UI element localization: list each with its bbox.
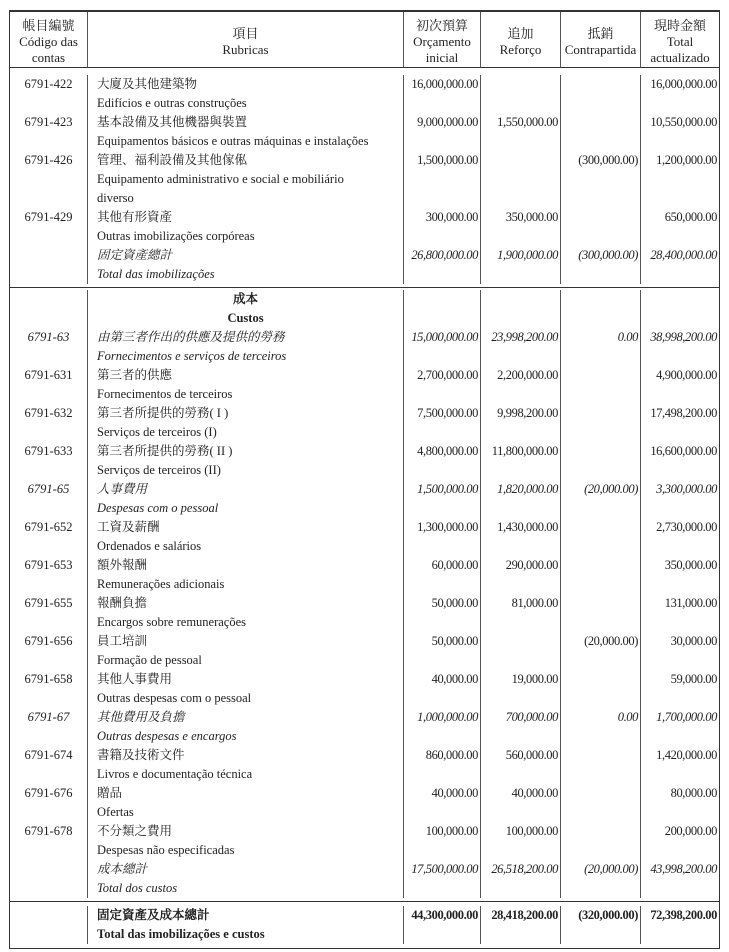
counterpart bbox=[561, 594, 641, 632]
rubric-cell bbox=[88, 113, 404, 151]
header-rubric bbox=[88, 12, 404, 67]
header-reinforcement-zh: 追加 bbox=[507, 25, 534, 41]
rubric-cell bbox=[88, 670, 404, 708]
counterpart bbox=[561, 366, 641, 404]
table-row bbox=[10, 113, 719, 151]
counterpart: (20,000.00) bbox=[561, 632, 641, 670]
rubric-cell bbox=[88, 860, 404, 898]
updated-total: 350,000.00 bbox=[664, 558, 717, 572]
initial-budget: 9,000,000.00 bbox=[404, 113, 481, 151]
updated-total: 59,000.00 bbox=[670, 672, 717, 686]
reinforcement: 19,000.00 bbox=[481, 670, 561, 708]
account-code: 6791-632 bbox=[10, 404, 88, 442]
rubric-zh: 贈品 bbox=[97, 786, 123, 800]
rubric-pt: Custos bbox=[227, 311, 264, 325]
table-row bbox=[10, 594, 719, 632]
updated-total: 80,000.00 bbox=[670, 786, 717, 800]
rubric-zh: 工資及薪酬 bbox=[97, 520, 160, 534]
rubric-zh: 額外報酬 bbox=[97, 558, 148, 572]
updated-total: 1,200,000.00 bbox=[656, 153, 717, 167]
initial-budget: 100,000.00 bbox=[404, 822, 481, 860]
account-code: 6791-422 bbox=[10, 75, 88, 113]
rubric-cell bbox=[88, 328, 404, 366]
updated-total: 3,300,000.00 bbox=[656, 482, 717, 496]
account-code: 6791-423 bbox=[10, 113, 88, 151]
reinforcement: 9,998,200.00 bbox=[481, 404, 561, 442]
rubric-pt: Formação de pessoal bbox=[97, 653, 202, 667]
account-code: 6791-674 bbox=[10, 746, 88, 784]
reinforcement: 28,418,200.00 bbox=[481, 906, 561, 944]
initial-budget: 2,700,000.00 bbox=[404, 366, 481, 404]
account-code: 6791-676 bbox=[10, 784, 88, 822]
counterpart bbox=[561, 404, 641, 442]
rubric-cell bbox=[88, 246, 404, 284]
counterpart bbox=[561, 208, 641, 246]
rubric-zh: 固定資產及成本總計 bbox=[97, 908, 210, 922]
rubric-zh: 報酬負擔 bbox=[97, 596, 148, 610]
rubric-pt: Encargos sobre remunerações bbox=[97, 615, 247, 629]
table-row bbox=[10, 632, 719, 670]
table-section bbox=[10, 902, 719, 948]
rubric-cell bbox=[88, 784, 404, 822]
updated-total: 2,730,000.00 bbox=[656, 520, 717, 534]
counterpart bbox=[561, 670, 641, 708]
initial-budget: 60,000.00 bbox=[404, 556, 481, 594]
reinforcement: 290,000.00 bbox=[481, 556, 561, 594]
rubric-cell bbox=[88, 151, 404, 208]
account-code: 6791-678 bbox=[10, 822, 88, 860]
table-row bbox=[10, 906, 719, 944]
rubric-pt: Total das imobilizações e custos bbox=[97, 927, 265, 941]
header-rubric-pt: Rubricas bbox=[222, 41, 269, 57]
updated-total: 28,400,000.00 bbox=[650, 248, 717, 262]
rubric-pt: Serviços de terceiros (II) bbox=[97, 463, 221, 477]
rubric-cell bbox=[88, 366, 404, 404]
counterpart bbox=[561, 822, 641, 860]
header-reinforcement bbox=[481, 12, 561, 67]
account-code: 6791-653 bbox=[10, 556, 88, 594]
rubric-cell bbox=[88, 75, 404, 113]
rubric-zh: 第三者所提供的勞務( I ) bbox=[97, 406, 229, 420]
reinforcement bbox=[481, 632, 561, 670]
reinforcement: 11,800,000.00 bbox=[481, 442, 561, 480]
initial-budget: 1,300,000.00 bbox=[404, 518, 481, 556]
rubric-cell bbox=[88, 404, 404, 442]
rubric-cell bbox=[88, 632, 404, 670]
counterpart bbox=[561, 442, 641, 480]
counterpart bbox=[561, 556, 641, 594]
reinforcement: 26,518,200.00 bbox=[481, 860, 561, 898]
header-code-pt: Código das contas bbox=[19, 33, 78, 65]
table-row bbox=[10, 151, 719, 208]
updated-total: 200,000.00 bbox=[664, 824, 717, 838]
header-total-zh: 現時金額 bbox=[653, 17, 706, 33]
reinforcement: 560,000.00 bbox=[481, 746, 561, 784]
initial-budget: 44,300,000.00 bbox=[404, 906, 481, 944]
rubric-zh: 其他有形資產 bbox=[97, 210, 173, 224]
header-initial-pt: Orçamento inicial bbox=[413, 33, 471, 65]
rubric-pt: Outras despesas com o pessoal bbox=[97, 691, 252, 705]
counterpart bbox=[561, 290, 641, 328]
rubric-zh: 人事費用 bbox=[97, 482, 148, 496]
account-code: 6791-63 bbox=[10, 328, 88, 366]
table-row bbox=[10, 822, 719, 860]
initial-budget: 7,500,000.00 bbox=[404, 404, 481, 442]
reinforcement: 1,550,000.00 bbox=[481, 113, 561, 151]
reinforcement: 700,000.00 bbox=[481, 708, 561, 746]
rubric-cell bbox=[88, 442, 404, 480]
table-header bbox=[10, 12, 719, 68]
rubric-cell bbox=[88, 518, 404, 556]
budget-table bbox=[9, 10, 720, 949]
reinforcement bbox=[481, 75, 561, 113]
rubric-pt: Serviços de terceiros (I) bbox=[97, 425, 217, 439]
initial-budget: 50,000.00 bbox=[404, 594, 481, 632]
reinforcement: 1,430,000.00 bbox=[481, 518, 561, 556]
reinforcement bbox=[481, 151, 561, 208]
table-row bbox=[10, 670, 719, 708]
header-total bbox=[641, 12, 719, 67]
table-row bbox=[10, 860, 719, 898]
counterpart bbox=[561, 75, 641, 113]
updated-total bbox=[641, 290, 719, 328]
reinforcement: 40,000.00 bbox=[481, 784, 561, 822]
header-counterpart bbox=[561, 12, 641, 67]
updated-total: 72,398,200.00 bbox=[650, 908, 717, 922]
counterpart: (320,000.00) bbox=[561, 906, 641, 944]
table-body bbox=[10, 68, 719, 948]
rubric-cell bbox=[88, 822, 404, 860]
rubric-zh: 成本總計 bbox=[97, 862, 148, 876]
initial-budget: 40,000.00 bbox=[404, 784, 481, 822]
table-row bbox=[10, 75, 719, 113]
table-row bbox=[10, 556, 719, 594]
rubric-cell bbox=[88, 708, 404, 746]
table-row bbox=[10, 708, 719, 746]
account-code: 6791-631 bbox=[10, 366, 88, 404]
initial-budget: 860,000.00 bbox=[404, 746, 481, 784]
reinforcement: 2,200,000.00 bbox=[481, 366, 561, 404]
initial-budget: 1,500,000.00 bbox=[404, 151, 481, 208]
rubric-cell bbox=[88, 556, 404, 594]
updated-total: 1,700,000.00 bbox=[656, 710, 717, 724]
reinforcement: 100,000.00 bbox=[481, 822, 561, 860]
account-code: 6791-633 bbox=[10, 442, 88, 480]
counterpart: 0.00 bbox=[561, 328, 641, 366]
header-rubric-zh: 項目 bbox=[232, 25, 259, 41]
counterpart: (20,000.00) bbox=[561, 480, 641, 518]
rubric-pt: Equipamento administrativo e social e mobiliário diverso bbox=[97, 172, 344, 205]
rubric-zh: 基本設備及其他機器與裝置 bbox=[97, 115, 248, 129]
table-section bbox=[10, 68, 719, 288]
header-total-pt: Total actualizado bbox=[650, 33, 710, 65]
initial-budget: 26,800,000.00 bbox=[404, 246, 481, 284]
updated-total: 131,000.00 bbox=[664, 596, 717, 610]
table-row bbox=[10, 366, 719, 404]
rubric-zh: 固定資產總計 bbox=[97, 248, 173, 262]
table-row bbox=[10, 246, 719, 284]
initial-budget: 15,000,000.00 bbox=[404, 328, 481, 366]
account-code: 6791-652 bbox=[10, 518, 88, 556]
counterpart bbox=[561, 113, 641, 151]
table-row bbox=[10, 442, 719, 480]
table-row bbox=[10, 290, 719, 328]
rubric-zh: 員工培訓 bbox=[97, 634, 148, 648]
rubric-pt: Ordenados e salários bbox=[97, 539, 202, 553]
rubric-zh: 不分類之費用 bbox=[97, 824, 173, 838]
updated-total: 10,550,000.00 bbox=[650, 115, 717, 129]
reinforcement bbox=[481, 290, 561, 328]
account-code bbox=[10, 246, 88, 284]
rubric-cell bbox=[88, 290, 404, 328]
updated-total: 4,900,000.00 bbox=[656, 368, 717, 382]
rubric-pt: Total das imobilizações bbox=[97, 267, 215, 281]
header-counterpart-pt: Contrapartida bbox=[564, 41, 637, 57]
rubric-zh: 其他人事費用 bbox=[97, 672, 173, 686]
updated-total: 1,420,000.00 bbox=[656, 748, 717, 762]
rubric-cell bbox=[88, 480, 404, 518]
table-row bbox=[10, 328, 719, 366]
rubric-pt: Edifícios e outras construções bbox=[97, 96, 247, 110]
account-code: 6791-429 bbox=[10, 208, 88, 246]
rubric-zh: 成本 bbox=[232, 292, 258, 306]
updated-total: 16,600,000.00 bbox=[650, 444, 717, 458]
updated-total: 43,998,200.00 bbox=[650, 862, 717, 876]
rubric-zh: 書籍及技術文件 bbox=[97, 748, 185, 762]
table-row bbox=[10, 784, 719, 822]
reinforcement: 23,998,200.00 bbox=[481, 328, 561, 366]
initial-budget bbox=[404, 290, 481, 328]
account-code: 6791-65 bbox=[10, 480, 88, 518]
account-code: 6791-426 bbox=[10, 151, 88, 208]
initial-budget: 1,500,000.00 bbox=[404, 480, 481, 518]
header-initial-zh: 初次預算 bbox=[415, 17, 468, 33]
account-code bbox=[10, 860, 88, 898]
initial-budget: 50,000.00 bbox=[404, 632, 481, 670]
table-section bbox=[10, 288, 719, 902]
rubric-zh: 管理、福利設備及其他傢俬 bbox=[97, 153, 248, 167]
initial-budget: 17,500,000.00 bbox=[404, 860, 481, 898]
rubric-pt: Ofertas bbox=[97, 805, 134, 819]
rubric-pt: Outras imobilizações corpóreas bbox=[97, 229, 255, 243]
rubric-pt: Remunerações adicionais bbox=[97, 577, 225, 591]
counterpart bbox=[561, 746, 641, 784]
counterpart bbox=[561, 518, 641, 556]
header-code-zh: 帳目編號 bbox=[22, 17, 75, 33]
rubric-zh: 其他費用及負擔 bbox=[97, 710, 185, 724]
counterpart: (20,000.00) bbox=[561, 860, 641, 898]
rubric-pt: Fornecimentos e serviços de terceiros bbox=[97, 349, 287, 363]
initial-budget: 40,000.00 bbox=[404, 670, 481, 708]
counterpart: (300,000.00) bbox=[561, 246, 641, 284]
table-row bbox=[10, 480, 719, 518]
table-row bbox=[10, 518, 719, 556]
account-code: 6791-656 bbox=[10, 632, 88, 670]
updated-total: 650,000.00 bbox=[664, 210, 717, 224]
rubric-cell bbox=[88, 746, 404, 784]
header-initial bbox=[404, 12, 481, 67]
reinforcement: 1,820,000.00 bbox=[481, 480, 561, 518]
initial-budget: 300,000.00 bbox=[404, 208, 481, 246]
header-code bbox=[10, 12, 88, 67]
table-row bbox=[10, 208, 719, 246]
updated-total: 38,998,200.00 bbox=[650, 330, 717, 344]
rubric-zh: 第三者所提供的勞務( II ) bbox=[97, 444, 233, 458]
initial-budget: 16,000,000.00 bbox=[404, 75, 481, 113]
table-row bbox=[10, 746, 719, 784]
rubric-zh: 第三者的供應 bbox=[97, 368, 173, 382]
rubric-pt: Fornecimentos de terceiros bbox=[97, 387, 233, 401]
rubric-pt: Despesas não especificadas bbox=[97, 843, 235, 857]
counterpart: (300,000.00) bbox=[561, 151, 641, 208]
header-counterpart-zh: 抵銷 bbox=[587, 25, 614, 41]
account-code: 6791-658 bbox=[10, 670, 88, 708]
rubric-cell bbox=[88, 594, 404, 632]
rubric-pt: Total dos custos bbox=[97, 881, 178, 895]
updated-total: 17,498,200.00 bbox=[650, 406, 717, 420]
initial-budget: 1,000,000.00 bbox=[404, 708, 481, 746]
updated-total: 30,000.00 bbox=[670, 634, 717, 648]
rubric-zh: 由第三者作出的供應及提供的勞務 bbox=[97, 330, 285, 344]
reinforcement: 1,900,000.00 bbox=[481, 246, 561, 284]
header-reinforcement-pt: Reforço bbox=[499, 41, 542, 57]
reinforcement: 350,000.00 bbox=[481, 208, 561, 246]
rubric-pt: Livros e documentação técnica bbox=[97, 767, 253, 781]
rubric-cell bbox=[88, 208, 404, 246]
rubric-pt: Equipamentos básicos e outras máquinas e instalações bbox=[97, 134, 369, 148]
rubric-pt: Despesas com o pessoal bbox=[97, 501, 219, 515]
rubric-pt: Outras despesas e encargos bbox=[97, 729, 237, 743]
initial-budget: 4,800,000.00 bbox=[404, 442, 481, 480]
account-code: 6791-655 bbox=[10, 594, 88, 632]
counterpart bbox=[561, 784, 641, 822]
account-code bbox=[10, 906, 88, 944]
updated-total: 16,000,000.00 bbox=[650, 77, 717, 91]
counterpart: 0.00 bbox=[561, 708, 641, 746]
rubric-zh: 大廈及其他建築物 bbox=[97, 77, 198, 91]
account-code: 6791-67 bbox=[10, 708, 88, 746]
rubric-cell bbox=[88, 906, 404, 944]
account-code bbox=[10, 290, 88, 328]
reinforcement: 81,000.00 bbox=[481, 594, 561, 632]
table-row bbox=[10, 404, 719, 442]
